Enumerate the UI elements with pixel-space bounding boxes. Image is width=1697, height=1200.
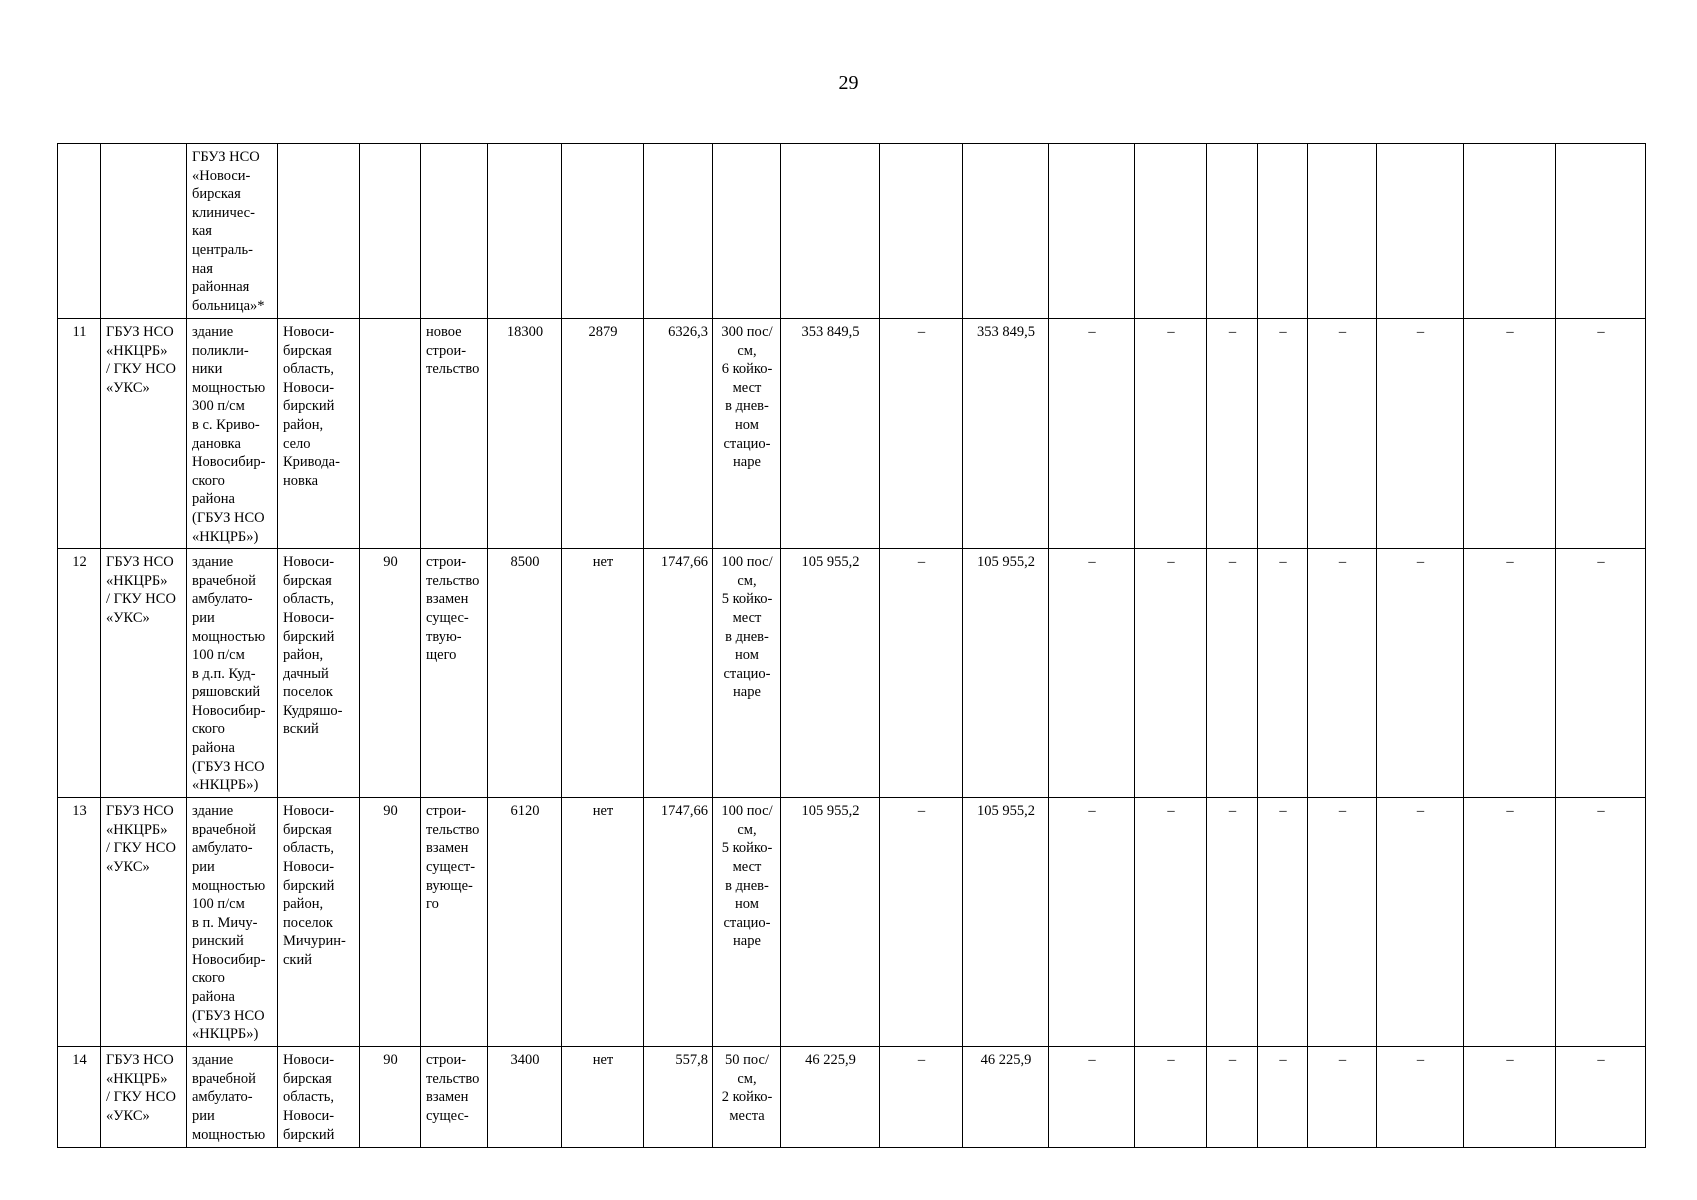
table-cell [1135, 144, 1207, 319]
table-cell [781, 144, 880, 319]
table-cell: – [1049, 549, 1135, 798]
investment-table [57, 143, 1646, 1148]
table-cell: 13 [58, 798, 101, 1047]
table-cell: – [1556, 319, 1646, 549]
table-cell: 2879 [562, 319, 644, 549]
table-cell: – [1464, 798, 1556, 1047]
table-cell [713, 144, 781, 319]
table-cell: – [1258, 798, 1308, 1047]
table-cell [1049, 144, 1135, 319]
page-number: 29 [838, 72, 859, 94]
table-cell: – [1464, 1047, 1556, 1148]
table-cell: – [1049, 319, 1135, 549]
table-cell: нет [562, 1047, 644, 1148]
table-cell [963, 144, 1049, 319]
table-cell [1207, 144, 1258, 319]
table-cell: – [1464, 549, 1556, 798]
table-cell: – [1377, 1047, 1464, 1148]
table-cell: – [1377, 549, 1464, 798]
table-cell: – [1135, 798, 1207, 1047]
table-cell: 8500 [488, 549, 562, 798]
table-cell: 50 пос/ см, 2 койко- места [713, 1047, 781, 1148]
table-cell: ГБУЗ НСО «НКЦРБ» / ГКУ НСО «УКС» [101, 798, 187, 1047]
table-cell: 557,8 [644, 1047, 713, 1148]
table-cell: здание врачебной амбулато- рии мощностью 100 п/см в д.п. Куд- ряшовский Новосибир- ского района (ГБУЗ НСО «НКЦРБ») [187, 549, 278, 798]
table-row [58, 1047, 1646, 1148]
table-cell: строи- тельство взамен сущес- [421, 1047, 488, 1148]
table-cell: – [1308, 549, 1377, 798]
table-cell: – [1556, 798, 1646, 1047]
table-cell: здание врачебной амбулато- рии мощностью [187, 1047, 278, 1148]
table-cell: ГБУЗ НСО «Новоси- бирская клиничес- кая централь- ная районная больница»* [187, 144, 278, 319]
table-cell: – [1377, 319, 1464, 549]
table-cell: строи- тельство взамен сущест- вующе- го [421, 798, 488, 1047]
table-cell: 46 225,9 [963, 1047, 1049, 1148]
table-cell: – [1258, 319, 1308, 549]
table-cell: – [1135, 1047, 1207, 1148]
table-cell: 90 [360, 798, 421, 1047]
table-cell: 100 пос/ см, 5 койко- мест в днев- ном стацио- наре [713, 798, 781, 1047]
table-row [58, 549, 1646, 798]
table-cell: 300 пос/ см, 6 койко- мест в днев- ном стацио- наре [713, 319, 781, 549]
table-cell: – [1049, 1047, 1135, 1148]
table-cell: 6326,3 [644, 319, 713, 549]
table-cell [1556, 144, 1646, 319]
table-cell: – [1308, 798, 1377, 1047]
table-cell: здание поликли- ники мощностью 300 п/см в с. Криво- дановка Новосибир- ского района (ГБУЗ НСО «НКЦРБ») [187, 319, 278, 549]
table-cell: 90 [360, 549, 421, 798]
table-cell: 14 [58, 1047, 101, 1148]
table-row [58, 798, 1646, 1047]
table-cell: ГБУЗ НСО «НКЦРБ» / ГКУ НСО «УКС» [101, 319, 187, 549]
table-cell [1377, 144, 1464, 319]
table-cell: Новоси- бирская область, Новоси- бирский район, поселок Мичурин- ский [278, 798, 360, 1047]
table-cell [1464, 144, 1556, 319]
table-cell: – [1556, 549, 1646, 798]
table-row [58, 319, 1646, 549]
table-cell: – [880, 319, 963, 549]
table-cell: – [1207, 798, 1258, 1047]
table-cell: – [1135, 549, 1207, 798]
table-cell: 6120 [488, 798, 562, 1047]
table-cell [562, 144, 644, 319]
table-row [58, 144, 1646, 319]
table-cell: – [1049, 798, 1135, 1047]
table-cell: – [880, 1047, 963, 1148]
table-cell: – [1207, 549, 1258, 798]
table-body [58, 144, 1646, 1148]
table-cell: новое строи- тельство [421, 319, 488, 549]
table-cell: – [1207, 319, 1258, 549]
table-cell: – [1135, 319, 1207, 549]
table-cell: – [1308, 1047, 1377, 1148]
table-cell: – [880, 549, 963, 798]
table-cell: 353 849,5 [963, 319, 1049, 549]
table-cell: – [1556, 1047, 1646, 1148]
table-cell: ГБУЗ НСО «НКЦРБ» / ГКУ НСО «УКС» [101, 549, 187, 798]
table-cell [644, 144, 713, 319]
table-cell [278, 144, 360, 319]
table-cell: – [1258, 549, 1308, 798]
table-cell: 11 [58, 319, 101, 549]
table-cell: – [1258, 1047, 1308, 1148]
table-cell: Новоси- бирская область, Новоси- бирский [278, 1047, 360, 1148]
table-cell: 12 [58, 549, 101, 798]
table-cell: – [1207, 1047, 1258, 1148]
table-cell: 46 225,9 [781, 1047, 880, 1148]
table-cell: 105 955,2 [781, 549, 880, 798]
table-cell: нет [562, 549, 644, 798]
table-cell: Новоси- бирская область, Новоси- бирский район, село Кривода- новка [278, 319, 360, 549]
table-cell: здание врачебной амбулато- рии мощностью 100 п/см в п. Мичу- ринский Новосибир- ского района (ГБУЗ НСО «НКЦРБ») [187, 798, 278, 1047]
table-cell [360, 144, 421, 319]
table-cell: 353 849,5 [781, 319, 880, 549]
table-cell [1308, 144, 1377, 319]
table-cell: 18300 [488, 319, 562, 549]
table-cell: строи- тельство взамен сущес- твую- щего [421, 549, 488, 798]
table-cell: – [880, 798, 963, 1047]
table-cell: – [1464, 319, 1556, 549]
table-cell [421, 144, 488, 319]
table-cell [488, 144, 562, 319]
table-cell: – [1377, 798, 1464, 1047]
table-cell [880, 144, 963, 319]
table-cell: ГБУЗ НСО «НКЦРБ» / ГКУ НСО «УКС» [101, 1047, 187, 1148]
table-cell: 100 пос/ см, 5 койко- мест в днев- ном стацио- наре [713, 549, 781, 798]
table-cell: 105 955,2 [963, 798, 1049, 1047]
table-cell [1258, 144, 1308, 319]
table-cell: 105 955,2 [963, 549, 1049, 798]
table-cell: 90 [360, 1047, 421, 1148]
table-cell: 1747,66 [644, 549, 713, 798]
table-cell [58, 144, 101, 319]
table-cell: – [1308, 319, 1377, 549]
table-cell: 3400 [488, 1047, 562, 1148]
table-cell: Новоси- бирская область, Новоси- бирский район, дачный поселок Кудряшо- вский [278, 549, 360, 798]
table-cell [360, 319, 421, 549]
table-cell: 1747,66 [644, 798, 713, 1047]
table-cell: 105 955,2 [781, 798, 880, 1047]
table-cell [101, 144, 187, 319]
table-cell: нет [562, 798, 644, 1047]
